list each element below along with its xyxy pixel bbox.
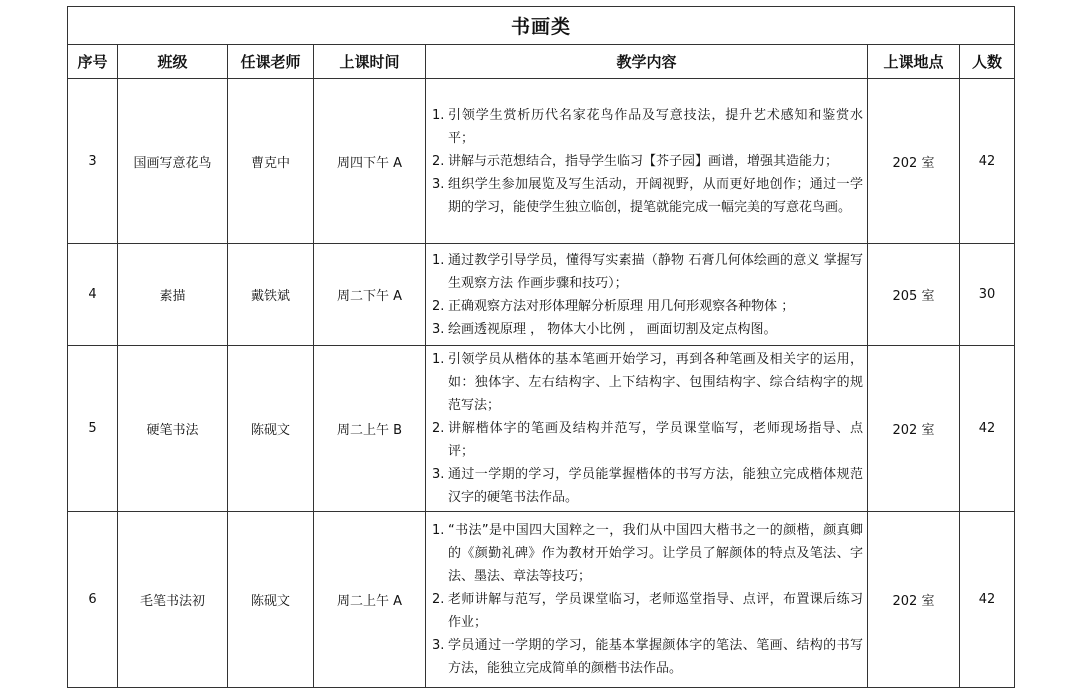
cell-count: 30	[960, 244, 1015, 346]
cell-time: 周二下午 A	[314, 244, 426, 346]
item-text: 正确观察方法对形体理解分析原理 用几何形观察各种物体 ；	[448, 298, 795, 314]
header-seq: 序号	[68, 45, 118, 79]
cell-class: 国画写意花鸟	[118, 79, 228, 244]
item-text: 绘画透视原理 ， 物体大小比例 ， 画面切割及定点构图。	[448, 321, 777, 337]
content-item	[432, 348, 863, 417]
table-row	[68, 346, 1015, 512]
item-text: 学员通过一学期的学习，能基本掌握颜体字的笔法、笔画、结构的书写方法，能独立完成简单的颜楷书法作品。	[448, 638, 863, 676]
item-text: 组织学生参加展览及写生活动，开阔视野，从而更好地创作；通过一学期的学习，能使学生独立临创，提笔就能完成一幅完美的写意花鸟画。	[448, 176, 863, 215]
header-time: 上课时间	[314, 45, 426, 79]
content-item	[432, 295, 863, 318]
content-item	[432, 249, 863, 295]
cell-seq: 6	[68, 512, 118, 688]
item-text: 通过一学期的学习，学员能掌握楷体的书写方法，能独立完成楷体规范汉字的硬笔书法作品。	[448, 467, 863, 505]
cell-time: 周二上午 A	[314, 512, 426, 688]
item-number: 3.	[432, 176, 445, 192]
item-number: 1.	[432, 107, 445, 123]
item-text: 通过教学引导学员，懂得写实素描（静物 石膏几何体绘画的意义 掌握写生观察方法 作画步骤和技巧）；	[448, 252, 863, 291]
content-item	[432, 634, 863, 680]
table-title: 书画类	[68, 7, 1015, 45]
cell-location: 202 室	[868, 512, 960, 688]
header-count: 人数	[960, 45, 1015, 79]
item-number: 1.	[432, 352, 445, 367]
course-sheet	[67, 6, 1014, 688]
header-class: 班级	[118, 45, 228, 79]
cell-seq: 5	[68, 346, 118, 512]
item-text: 引领学员从楷体的基本笔画开始学习，再到各种笔画及相关字的运用，如：独体字、左右结构字、上下结构字、包围结构字、综合结构字的规范写法；	[448, 352, 863, 413]
cell-location: 202 室	[868, 346, 960, 512]
cell-location: 202 室	[868, 79, 960, 244]
cell-seq: 3	[68, 79, 118, 244]
cell-content	[426, 346, 868, 512]
item-text: 讲解楷体字的笔画及结构并范写，学员课堂临写，老师现场指导、点评；	[448, 421, 863, 459]
cell-class: 硬笔书法	[118, 346, 228, 512]
content-item	[432, 104, 863, 150]
item-number: 3.	[432, 321, 445, 337]
cell-teacher: 陈砚文	[228, 346, 314, 512]
item-number: 2.	[432, 153, 445, 169]
content-item	[432, 588, 863, 634]
item-text: “书法”是中国四大国粹之一，我们从中国四大楷书之一的颜楷，颜真卿的《颜勤礼碑》作为教材开始学习。让学员了解颜体的特点及笔法、字法、墨法、章法等技巧；	[448, 523, 863, 584]
header-location: 上课地点	[868, 45, 960, 79]
content-item	[432, 463, 863, 509]
cell-content	[426, 244, 868, 346]
item-number: 3.	[432, 638, 445, 653]
header-teacher: 任课老师	[228, 45, 314, 79]
cell-count: 42	[960, 346, 1015, 512]
item-number: 1.	[432, 523, 445, 538]
content-item	[432, 150, 863, 173]
item-text: 讲解与示范想结合，指导学生临习【芥子园】画谱，增强其造能力；	[448, 153, 839, 169]
item-text: 引领学生赏析历代名家花鸟作品及写意技法，提升艺术感知和鉴赏水平；	[448, 107, 863, 146]
header-row	[68, 45, 1015, 79]
item-number: 2.	[432, 298, 445, 314]
cell-teacher: 陈砚文	[228, 512, 314, 688]
content-item	[432, 173, 863, 219]
cell-count: 42	[960, 79, 1015, 244]
item-number: 3.	[432, 467, 445, 482]
cell-teacher: 戴铁斌	[228, 244, 314, 346]
cell-content	[426, 512, 868, 688]
header-content: 教学内容	[426, 45, 868, 79]
item-number: 1.	[432, 252, 445, 268]
cell-class: 毛笔书法初	[118, 512, 228, 688]
item-number: 2.	[432, 592, 445, 607]
cell-count: 42	[960, 512, 1015, 688]
cell-location: 205 室	[868, 244, 960, 346]
content-item	[432, 318, 863, 341]
table-row	[68, 512, 1015, 688]
table-row	[68, 79, 1015, 244]
cell-class: 素描	[118, 244, 228, 346]
cell-time: 周二上午 B	[314, 346, 426, 512]
course-table	[67, 6, 1015, 688]
cell-teacher: 曹克中	[228, 79, 314, 244]
table-row	[68, 244, 1015, 346]
cell-content	[426, 79, 868, 244]
cell-seq: 4	[68, 244, 118, 346]
item-text: 老师讲解与范写，学员课堂临习，老师巡堂指导、点评，布置课后练习作业；	[448, 592, 863, 630]
cell-time: 周四下午 A	[314, 79, 426, 244]
content-item	[432, 417, 863, 463]
item-number: 2.	[432, 421, 445, 436]
content-item	[432, 519, 863, 588]
